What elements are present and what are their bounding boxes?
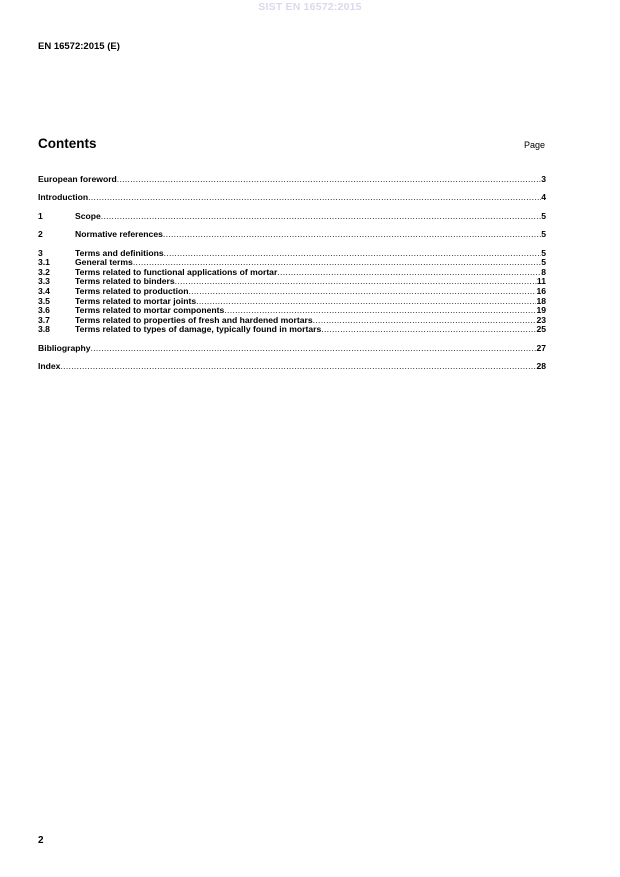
toc-entry[interactable] <box>38 193 546 203</box>
toc-entry-page: 27 <box>536 342 546 353</box>
toc-entry-page: 4 <box>541 192 546 203</box>
page-column-label: Page <box>523 140 545 150</box>
toc-entry-page: 25 <box>536 324 546 335</box>
toc-entry[interactable] <box>38 362 546 372</box>
toc-entry-title: Terms related to properties of fresh and hardened mortars <box>75 314 313 325</box>
toc-entry-page: 8 <box>541 266 546 277</box>
toc-entry[interactable] <box>38 344 546 354</box>
toc-entry-title: Bibliography <box>38 342 91 353</box>
toc-dot-leader <box>313 316 537 326</box>
toc-entry-page: 28 <box>536 361 546 372</box>
toc-entry-number: 2 <box>38 229 43 240</box>
document-id: EN 16572:2015 (E) <box>38 41 120 52</box>
toc-entry-page: 3 <box>541 174 546 184</box>
toc-entry-title: European foreword <box>38 174 117 184</box>
table-of-contents <box>38 175 546 372</box>
toc-entry-number: 3.2 <box>38 266 50 277</box>
toc-dot-leader <box>175 277 537 287</box>
toc-entry-title: Terms and definitions <box>75 247 164 258</box>
toc-entry[interactable] <box>38 212 546 222</box>
toc-dot-leader <box>88 193 541 203</box>
toc-entry-title: Scope <box>75 210 101 221</box>
page-number: 2 <box>38 835 44 846</box>
toc-dot-leader <box>277 268 541 278</box>
toc-entry-title: Terms related to functional applications of mortar <box>75 266 278 277</box>
toc-dot-leader <box>101 212 541 222</box>
toc-dot-leader <box>196 297 536 307</box>
toc-entry-title: Normative references <box>75 229 163 240</box>
toc-entry-title: Index <box>38 361 61 372</box>
toc-dot-leader <box>163 230 541 240</box>
toc-entry-title: Terms related to binders <box>75 276 175 287</box>
toc-entry-number: 3.5 <box>38 295 50 306</box>
toc-dot-leader <box>321 325 536 335</box>
toc-entry-page: 5 <box>541 229 546 240</box>
watermark: SIST EN 16572:2015 <box>258 1 362 13</box>
toc-entry-page: 11 <box>536 276 546 287</box>
toc-entry-page: 16 <box>536 285 546 296</box>
toc-entry-page: 23 <box>536 314 546 325</box>
toc-entry[interactable] <box>38 175 546 185</box>
toc-entry-title: Introduction <box>38 192 89 203</box>
toc-entry-number: 3.3 <box>38 276 50 287</box>
toc-dot-leader <box>117 175 541 185</box>
toc-entry-number: 3.1 <box>38 257 50 268</box>
toc-entry-number: 1 <box>38 210 43 221</box>
toc-entry-title: Terms related to types of damage, typically found in mortars <box>75 324 322 335</box>
toc-entry-title: Terms related to mortar joints <box>75 295 197 306</box>
toc-entry-page: 19 <box>536 305 546 316</box>
toc-entry-number: 3.8 <box>38 324 50 335</box>
toc-dot-leader <box>91 344 537 354</box>
toc-entry-title: General terms <box>75 257 133 268</box>
toc-entry-page: 5 <box>541 210 546 221</box>
toc-entry-title: Terms related to mortar components <box>75 305 225 316</box>
toc-entry-number: 3.4 <box>38 285 50 296</box>
toc-entry-number: 3.6 <box>38 305 50 316</box>
toc-dot-leader <box>164 249 542 259</box>
toc-entry-number: 3.7 <box>38 314 50 325</box>
contents-heading: Contents <box>38 136 97 151</box>
toc-entry-number: 3 <box>38 247 43 258</box>
toc-entry-page: 5 <box>541 257 546 268</box>
toc-entry-title: Terms related to production <box>75 285 189 296</box>
toc-entry[interactable] <box>38 230 546 240</box>
toc-dot-leader <box>60 362 536 372</box>
toc-dot-leader <box>188 287 536 297</box>
toc-entry-page: 18 <box>536 295 546 306</box>
toc-entry[interactable] <box>38 325 546 335</box>
toc-entry-page: 5 <box>541 247 546 258</box>
